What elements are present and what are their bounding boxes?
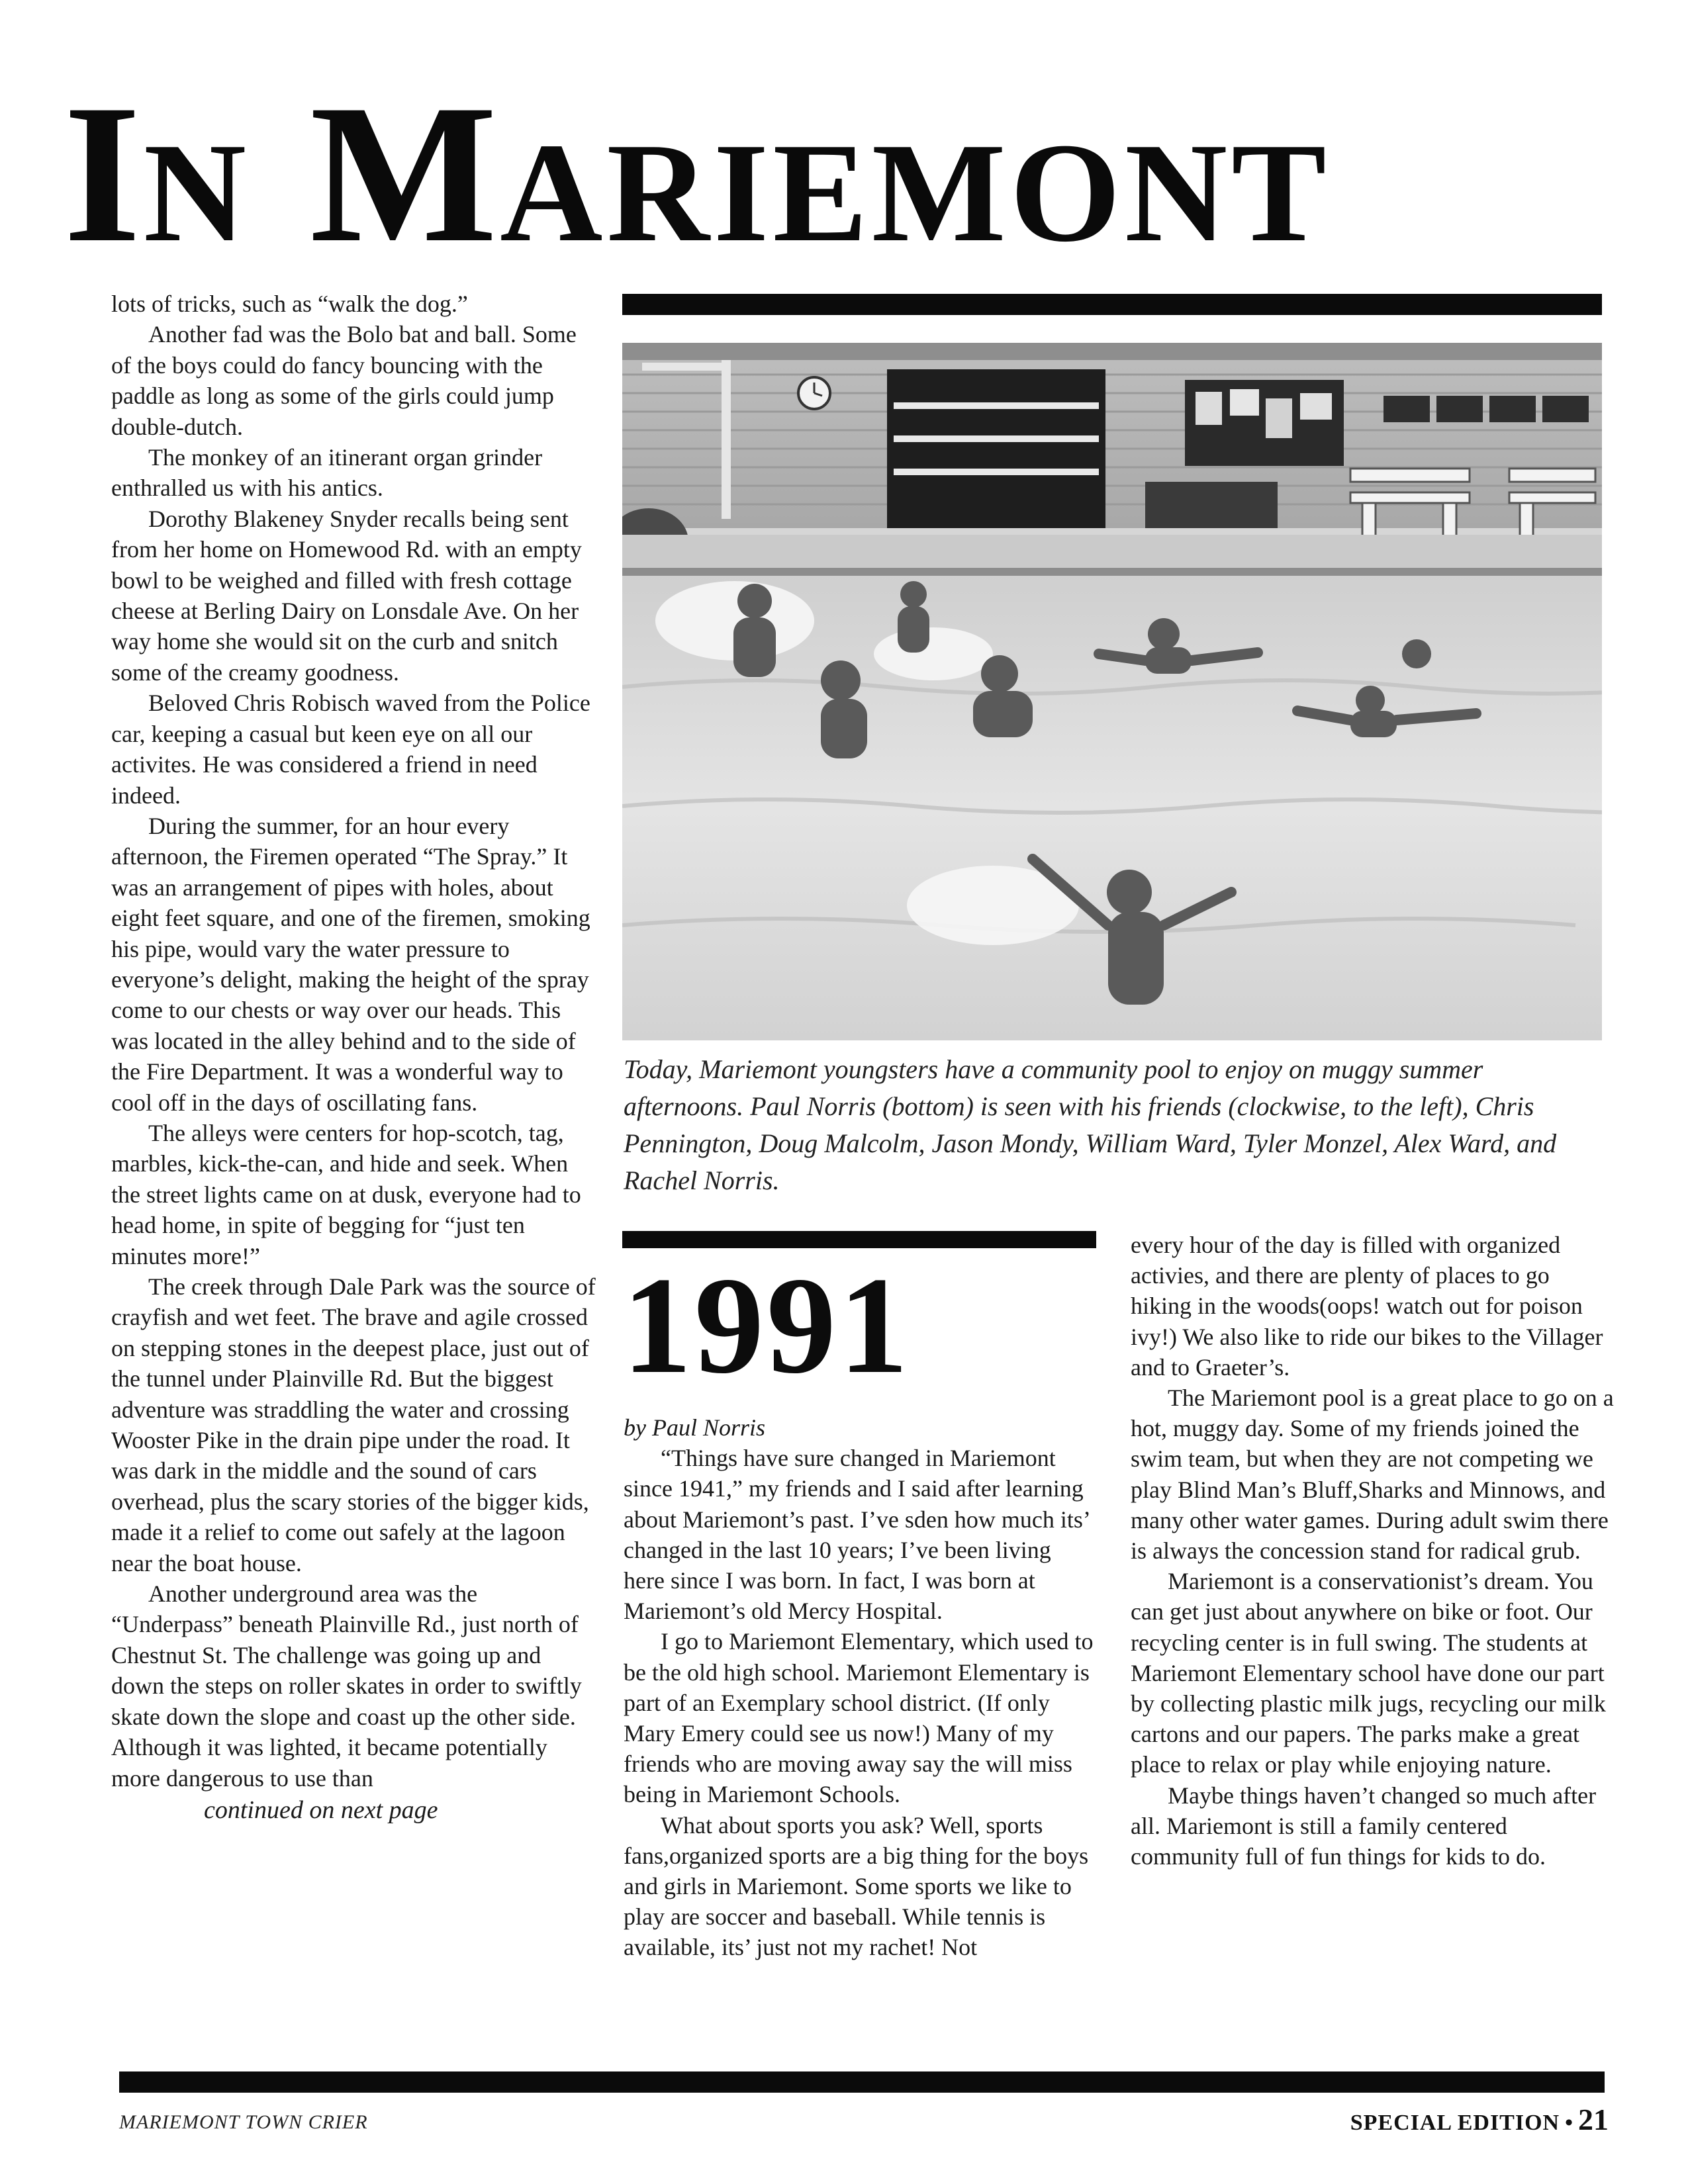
left-paragraph: The creek through Dale Park was the source of crayfish and wet feet. The brave and agile crossed on stepping stones in the deepest place, just out of the tunnel under Plainville Rd. But the biggest adventure was straddling the water and crossing Wooster Pike in the drain pipe under the road. It was dark in the middle and the sound of cars overhead, plus the scary stories of the bigger kids, made it a relief to come out safely at the lagoon near the boat house. — [111, 1273, 596, 1576]
right-paragraph: The Mariemont pool is a great place to go on a hot, muggy day. Some of my friends joined the swim team, but when they are not competing we play Blind Man’s Bluff,Sharks and Minnows, and many other water games. During adult swim there is always the concession stand for radical grub. — [1131, 1385, 1614, 1565]
headline-1991-rule — [622, 1231, 1096, 1248]
left-paragraph: Another fad was the Bolo bat and ball. Some of the boys could do fancy bouncing with the paddle as long as some of the girls could jump double-dutch. — [111, 321, 577, 440]
middle-paragraph: What about sports you ask? Well, sports fans,organized sports are a big thing for the boys and girls in Mariemont. Some sports we like to play are soccer and baseball. While tennis is available, its’ just not my rachet! Not — [624, 1811, 1089, 1961]
middle-paragraph: “Things have sure changed in Mariemont since 1941,” my friends and I said after learning about Mariemont’s past. I’ve sden how much its’ changed in the last 10 years; I’ve been living here since I was born. In fact, I was born at Mariemont’s old Mercy Hospital. — [624, 1445, 1090, 1625]
left-paragraph: Beloved Chris Robisch waved from the Police car, keeping a casual but keen eye on all our activites. He was considered a friend in need indeed. — [111, 690, 590, 809]
photo-top-rule — [622, 294, 1602, 315]
folio-bullet: • — [1565, 2111, 1573, 2135]
right-paragraph: every hour of the day is filled with organized activies, and there are plenty of places to go hiking in the woods(oops! watch out for poison ivy!) We also like to ride our bikes to the Villager and to Graeter’s. — [1131, 1232, 1603, 1381]
right-paragraph: Mariemont is a conservationist’s dream. You can get just about anywhere on bike or foot. Our recycling center is in full swing. The students at Mariemont Elementary school have done our part by collecting plastic milk jugs, recycling our milk cartons and our papers. The parks make a great place to relax or play while enjoying nature. — [1131, 1568, 1606, 1778]
left-paragraph: lots of tricks, such as “walk the dog.” — [111, 291, 468, 317]
middle-paragraph: I go to Mariemont Elementary, which used to be the old high school. Mariemont Elementary is part of an Exemplary school district. (If only Mary Emery could see us now!) Many of my friends who are moving away say the will miss being in Mariemont Schools. — [624, 1628, 1094, 1808]
page-folio — [1350, 2102, 1609, 2137]
photo-caption: Today, Mariemont youngsters have a community pool to enjoy on muggy summer afternoons. Paul Norris (bottom) is seen with his friends (clockwise, to the left), Chris Pennington, Doug Malcolm, Jason Mondy, William Ward, Tyler Monzel, Alex Ward, and Rachel Norris. — [624, 1054, 1557, 1195]
masthead-rest-ariemont: ARIEMONT — [500, 113, 1331, 271]
left-paragraph: The alleys were centers for hop-scotch, tag, marbles, kick-the-can, and hide and seek. When the street lights came on at dusk, everyone had to head home, in spite of begging for “just ten minutes more!” — [111, 1119, 581, 1269]
byline: by Paul Norris — [624, 1414, 766, 1441]
pool-photograph — [622, 343, 1602, 1040]
section-masthead — [64, 64, 1387, 283]
page-number: 21 — [1578, 2103, 1609, 2136]
left-paragraph: The monkey of an itinerant organ grinder enthralled us with his antics. — [111, 444, 543, 502]
right-column-article — [1131, 1230, 1614, 1872]
publication-name: MARIEMONT TOWN CRIER — [119, 2111, 368, 2133]
left-paragraph: Another underground area was the “Underpass” beneath Plainville Rd., just north of Chestnut St. The challenge was going up and down the steps on roller skates in order to swiftly skate down the slope and coast up the other side. Although it was lighted, it became potentially more dangerous to use than — [111, 1580, 582, 1792]
left-paragraph: Dorothy Blakeney Snyder recalls being sent from her home on Homewood Rd. with an empty bowl to be weighed and filled with fresh cottage cheese at Berling Dairy on Lonsdale Ave. On her way home she would sit on the curb and snitch some of the creamy goodness. — [111, 505, 582, 686]
edition-label: SPECIAL EDITION — [1350, 2111, 1560, 2135]
footer-rule — [119, 2071, 1605, 2093]
masthead-rest-n: N — [143, 113, 251, 271]
continued-notice: continued on next page — [204, 1796, 438, 1824]
left-paragraph: During the summer, for an hour every afternoon, the Firemen operated “The Spray.” It was an arrangement of pipes with holes, about eight feet square, and one of the firemen, smoking his pipe, would vary the water pressure to everyone’s delight, making the height of the spray come to our chests or way over our heads. This was located in the alley behind and to the side of the Fire Department. It was a wonderful way to cool off in the days of oscillating fans. — [111, 812, 590, 1116]
left-column-article — [111, 289, 598, 1827]
middle-column-article — [624, 1412, 1095, 1963]
right-paragraph: Maybe things haven’t changed so much after all. Mariemont is still a family centered community full of fun things for kids to do. — [1131, 1782, 1597, 1870]
headline-1991: 1991 — [622, 1249, 911, 1402]
masthead-initial-m: M — [310, 64, 500, 283]
masthead-initial-i: I — [64, 64, 144, 283]
